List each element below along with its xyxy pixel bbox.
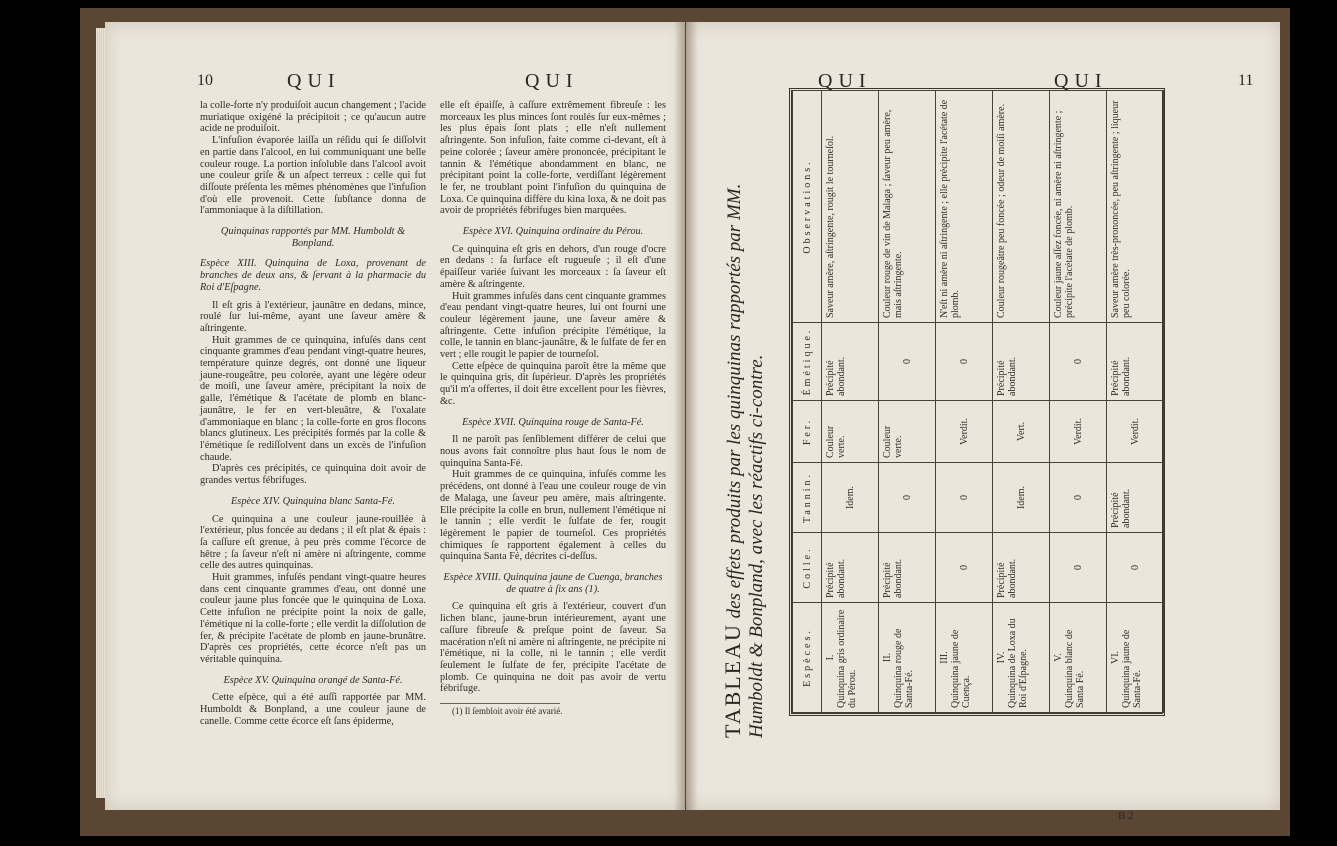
colle-cell: Précipité abondant.: [993, 533, 1050, 603]
tannin-cell: 0: [879, 463, 936, 533]
paragraph: D'après ces précipités, ce quinquina doit avoir de grandes vertus fébrifuges.: [200, 463, 426, 487]
tannin-cell: 0: [936, 463, 993, 533]
observations-cell: Saveur amère très-prononcée, peu aſtringente ; liqueur peu colorée.: [1107, 91, 1164, 323]
species-cell: III. Quinquina jaune de Cuença.: [936, 603, 993, 713]
effects-table: [792, 90, 1164, 713]
signature-mark: B 2: [1118, 810, 1134, 822]
header-emetique: Émétique.: [793, 323, 822, 401]
paragraph: Ce quinquina eſt gris en dehors, d'un rouge d'ocre en dedans : ſa ſurface eſt rugueuſe ; il eſt d'une épaiſſeur variée ſuivant les morceaux : ſa ſaveur eſt amère & aſtringente.: [440, 243, 666, 290]
fer-cell: Couleur verte.: [822, 401, 879, 463]
observations-cell: Saveur amère, aſtringente, rougit le tourneſol.: [822, 91, 879, 323]
left-column-2: [440, 100, 666, 718]
paragraph: Ce quinquina a une couleur jaune-rouillée à l'extérieur, plus foncée au dedans ; il eſt plat & épais : ſa caſſure eſt grenue, à peu près comme l'écorce de hêtre ; ſa ſaveur n'eſt ni amère ni aſtringente, comme celle des autres quinquinas.: [200, 513, 426, 572]
table-row: [1107, 91, 1164, 713]
emetique-cell: 0: [936, 323, 993, 401]
paragraph: L'infuſion évaporée laiſſa un réſidu qui ſe diſſolvit en partie dans l'alcool, en lui communiquant une belle couleur rouge. La portion inſoluble dans l'alcool avoit une couleur griſe & un aſpect terreux : celle qui fut diſſoute préſenta les mêmes phénomènes que l'infuſion d'où elle provenoit. Cette ſubſtance donna de l'ammoniaque à la diſtillation.: [200, 135, 426, 217]
header-fer: Fer.: [793, 401, 822, 463]
colle-cell: 0: [1107, 533, 1164, 603]
emetique-cell: Précipité abondant.: [1107, 323, 1164, 401]
left-running-head-1: QUI: [287, 70, 341, 92]
species-cell: II. Quinquina rouge de Santa-Fé.: [879, 603, 936, 713]
species-heading: Espèce XVII. Quinquina rouge de Santa-Fé.: [462, 416, 644, 428]
paragraph: Ce quinquina eſt gris à l'extérieur, couvert d'un lichen blanc, jaune-brun intérieurement, ayant une caſſure fibreuſe & preſque point de ſaveur. Sa macération n'eſt ni amère ni aſtringente, ne précipite ni l'émétique, ni la colle, ni le tannin ; elle verdit ſeulement le ſulfate de fer, précipite l'acétate de plomb. Ce quinquina ne doit pas avoir de vertu fébrifuge.: [440, 601, 666, 695]
emetique-cell: Précipité abondant.: [993, 323, 1050, 401]
tannin-cell: Idem.: [993, 463, 1050, 533]
observations-cell: N'eſt ni amère ni aſtringente ; elle précipite l'acétate de plomb.: [936, 91, 993, 323]
colle-cell: Précipité abondant.: [822, 533, 879, 603]
paragraph: Cette eſpèce de quinquina paroît être la même que le quinquina gris, dit ſupérieur. D'après les propriétés qu'il m'a offertes, il doit être excellent pour les fièvres, &c.: [440, 360, 666, 407]
species-heading: Espèce XVI. Quinquina ordinaire du Pérou.: [462, 226, 644, 238]
paragraph: Huit grammes infuſés dans cent cinquante grammes d'eau pendant vingt-quatre heures, lui ont fourni une couleur légèrement jaune, une ſaveur amère & aſtringente. Cette infuſion précipite l'émétique, la colle, le tannin en blanc-jaunâtre, & le ſulfate de fer en vert ; elle rougit le papier de tourneſol.: [440, 290, 666, 361]
species-cell: I. Quinquina gris ordinaire du Pérou.: [822, 603, 879, 713]
table-row: [936, 91, 993, 713]
table-row: [822, 91, 879, 713]
colle-cell: 0: [936, 533, 993, 603]
species-cell: IV. Quinquina de Loxa du Roi d'Eſpagne.: [993, 603, 1050, 713]
paragraph: Huit grammes de ce quinquina, infuſés comme les précédens, ont donné à l'eau une couleur rouge de vin de Malaga, une ſaveur peu amère, mais aſtringente. Elle précipite la colle en brun, nullement l'émétique ni le tannin ; elle verdit le ſulfate de fer, rougit légèrement le papier de tourneſol. Ces propriétés chimiques ſe rapportent également à celles du quinquina Santa Fé, décrites ci-deſſus.: [440, 469, 666, 563]
table-title-rest: des effets produits par les quinquinas rapportés par MM. Humboldt & Bonpland, avec les réactifs ci-contre.: [724, 183, 767, 738]
observations-cell: Couleur rougeâtre peu foncée ; odeur de moiſi amère.: [993, 91, 1050, 323]
fer-cell: Verdit.: [1050, 401, 1107, 463]
right-running-head-2: QUI: [1054, 70, 1108, 92]
paragraph: Huit grammes de ce quinquina, infuſés dans cent cinquante grammes d'eau pendant vingt-quatre heures, température quinze degrés, ont donné une liqueur jaune-rougeâtre, peu colorée, ayant une légère odeur de moiſi, une ſaveur amère, précipitant la noix de galle, l'émétique & l'acétate de plomb en blanc-jaunâtre, le fer en vert-bleuâtre, & l'oxalate d'ammoniaque en blanc ; la colle-forte en gros flocons blancs glutineux. Les précipités formés par la colle & l'émétique ſe rediſſolvent dans un excès de l'infuſion chaude.: [200, 334, 426, 463]
paragraph: Cette eſpèce, qui a été auſſi rapportée par MM. Humboldt & Bonpland, a une couleur jaune de canelle. Comme cette écorce eſt ſans épiderme,: [200, 692, 426, 727]
paragraph: Huit grammes, infuſés pendant vingt-quatre heures dans cent cinquante grammes d'eau, ont donné une couleur jaune plus foncée que le quinquina de Loxa. Cette infuſion ne précipite point la noix de galle, l'émétique ni la colle-forte ; elle verdit la diſſolution de fer, & précipite l'acétate de plomb en jaune-brunâtre. D'après ces propriétés, cette écorce n'eſt pas un véritable quinquina.: [200, 572, 426, 665]
species-heading: Espèce XVIII. Quinquina jaune de Cuenga, branches de quatre à ſix ans (1).: [443, 572, 663, 595]
left-page: [105, 22, 685, 810]
observations-cell: Couleur rouge de vin de Malaga ; ſaveur peu amère, mais aſtringente.: [879, 91, 936, 323]
species-heading: Espèce XIII. Quinquina de Loxa, provenant de branches de deux ans, & ſervant à la pharmacie du Roi d'Eſpagne.: [200, 258, 426, 293]
right-running-head-1: QUI: [818, 70, 872, 92]
colle-cell: 0: [1050, 533, 1107, 603]
left-column-1: [200, 100, 426, 727]
footnote-rule: [440, 703, 560, 704]
tannin-cell: 0: [1050, 463, 1107, 533]
table-title-tableau: TABLEAU: [720, 623, 745, 738]
table-header-row: [793, 91, 822, 713]
fer-cell: Verdit.: [1107, 401, 1164, 463]
paragraph: Il eſt gris à l'extérieur, jaunâtre en dedans, mince, roulé ſur lui-même, ayant une ſaveur amère & aſtringente.: [200, 299, 426, 334]
header-colle: Colle.: [793, 533, 822, 603]
emetique-cell: Précipité abondant.: [822, 323, 879, 401]
species-cell: V. Quinquina blanc de Santa Fé.: [1050, 603, 1107, 713]
table-row: [1050, 91, 1107, 713]
fer-cell: Couleur verte.: [879, 401, 936, 463]
table-title: [722, 108, 768, 738]
fer-cell: Vert.: [993, 401, 1050, 463]
paragraph: Il ne paroît pas ſenſiblement différer de celui que nous avons fait connoître plus haut ſous le nom de quinquina Santa-Fé.: [440, 434, 666, 469]
header-observations: Observations.: [793, 91, 822, 323]
header-especes: Espèces.: [793, 603, 822, 713]
species-cell: VI. Quinquina jaune de Santa-Fé.: [1107, 603, 1164, 713]
observations-cell: Couleur jaune aſſez foncée, ni amère ni aſtringente ; précipite l'acétate de plomb.: [1050, 91, 1107, 323]
footnote: (1) Il ſembloit avoir été avarié.: [452, 706, 563, 717]
emetique-cell: 0: [1050, 323, 1107, 401]
header-tannin: Tannin.: [793, 463, 822, 533]
right-folio: 11: [1238, 72, 1254, 89]
left-folio: 10: [197, 72, 213, 89]
tannin-cell: Idem.: [822, 463, 879, 533]
table-row: [993, 91, 1050, 713]
species-heading: Espèce XV. Quinquina orangé de Santa-Fé.: [223, 674, 403, 686]
table-row: [879, 91, 936, 713]
paragraph: elle eſt épaiſſe, à caſſure extrêmement fibreuſe : les morceaux les plus minces ſont roulés ſur eux-mêmes ; les plus épais ſont plats ; elle n'eſt nullement aſtringente. Son infuſion, faite comme ci-devant, eſt à peine colorée ; ſaveur amère prononcée, précipitant le tannin & l'émétique abondamment en blanc, ne précipitant point la colle-forte, verdiſſant légèrement le fer, ne troublant point l'infuſion du quinquina de Loxa. Ce quinquina diffère du kina loxa, & ne doit pas avoir de propriétés fébrifuges bien marquées.: [440, 100, 666, 217]
tannin-cell: Précipité abondant.: [1107, 463, 1164, 533]
left-running-head-2: QUI: [525, 70, 579, 92]
fer-cell: Verdit.: [936, 401, 993, 463]
emetique-cell: 0: [879, 323, 936, 401]
colle-cell: Précipité abondant.: [879, 533, 936, 603]
paragraph: la colle-forte n'y produiſoit aucun changement ; l'acide muriatique oxigéné la précipitoit ; ce qu'aucun autre acide ne produiſoit.: [200, 100, 426, 135]
species-heading: Espèce XIV. Quinquina blanc Santa-Fé.: [231, 495, 395, 507]
section-heading: Quinquinas rapportés par MM. Humboldt & Bonpland.: [220, 226, 406, 249]
